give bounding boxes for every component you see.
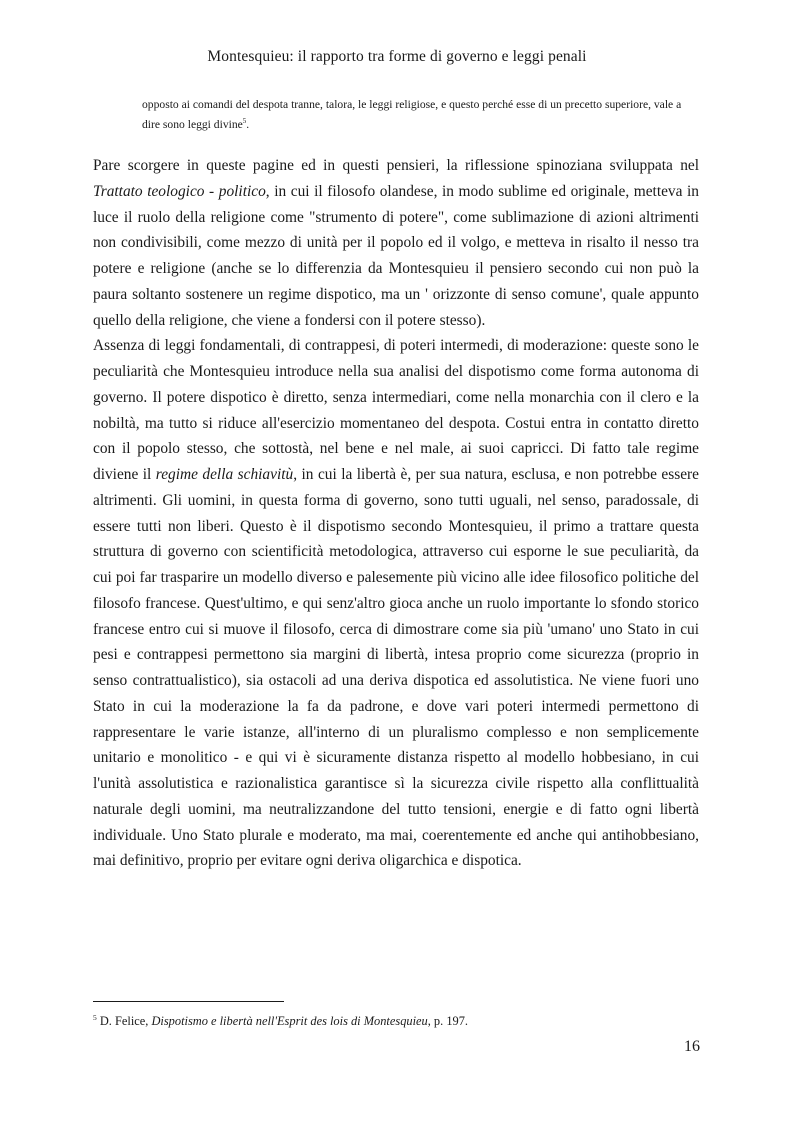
paragraph-2-text-b: , in cui la libertà è, per sua natura, esclusa, e non potrebbe essere altrimenti. Gli uomini, in questa forma di governo, sono tutti uguali, nel senso, paradossale, di essere tutti non liberi. Questo è il dispotismo secondo Montesquieu, il primo a trattare questa struttura di governo con scientificità metodologica, attraverso cui esporne le sue peculiarità, da cui poi far trasparire un modello diverso e palesemente più vicino alle idee filosofico politiche del filosofo francese. Quest'ultimo, e qui senz'altro gioca anche un ruolo importante lo sfondo storico francese entro cui si muove il filosofo, cerca di dimostrare come sia più 'umano' uno Stato in cui pesi e contrappesi permettono sia margini di libertà, intesa proprio come sicurezza (proprio in senso contrattualistico), sia ostacoli ad una deriva dispotica ed assolutistica. Ne viene fuori uno Stato in cui la moderazione la fa da padrone, e dove vari poteri intermedi permettono di rappresentare le varie istanze, all'interno di un pluralismo complesso e non semplicemente unitario e monolitico - e qui vi è sicuramente distanza rispetto al modello hobbesiano, in cui l'unità assolutistica e razionalistica garantisce sì la sicurezza civile rispetto alla conflittualità naturale degli uomini, ma neutralizzandone del tutto tensioni, energie e di fatto ogni libertà individuale. Uno Stato plurale e moderato, ma mai, coerentemente ed anche qui antihobbesiano, mai definitivo, proprio per evitare ogni deriva oligarchica e dispotica. [93,466,699,870]
running-header: Montesquieu: il rapporto tra forme di governo e leggi penali [207,48,587,65]
work-title-trattato: Trattato teologico - politico [93,182,266,200]
paragraph-1-text-b: , in cui il filosofo olandese, in modo sublime ed originale, metteva in luce il ruolo della religione come "strumento di potere", come sublimazione di azioni altrimenti non condivisibili, come mezzo di unità per il popolo ed il volgo, e metteva in risalto il nesso tra potere e religione (anche se lo differenzia da Montesquieu il pensiero secondo cui non può la paura soltanto sostenere un regime dispotico, ma un ' orizzonte di senso comune', quale appunto quello della religione, che viene a fondersi con il potere stesso). [93,182,700,329]
footnote-reference[interactable]: 5 [242,117,247,125]
body-text [93,153,699,874]
block-quote-text: opposto ai comandi del despota tranne, talora, le leggi religiose, e questo perché esse di un precetto superiore, vale a dire sono leggi divine [142,98,682,131]
block-quote-end: . [246,117,250,131]
footnote-author: D. Felice, [96,1014,152,1029]
footnote-marker: 5 [93,1013,97,1022]
paragraph-1-text-a: Pare scorgere in queste pagine ed in questi pensieri, la riflessione spinoziana sviluppata nel [93,157,699,174]
paragraph-2-text-a: Assenza di leggi fondamentali, di contrappesi, di poteri intermedi, di moderazione: queste sono le peculiarità che Montesquieu introduce nella sua analisi del dispotismo come forma autonoma di governo. Il potere dispotico è diretto, senza intermediari, come nella monarchia con il clero e la nobiltà, ma tutto si riduce all'esercizio momentaneo del despota. Costui entra in contatto diretto con il popolo stesso, che sottostà, nel bene e nel male, ai suoi capricci. Di fatto tale regime diviene il [93,337,699,483]
footnote-pages: , p. 197. [427,1014,469,1029]
paragraph-1 [93,153,699,333]
paragraph-2 [93,333,699,874]
footnote-divider [93,1001,284,1002]
emphasis-regime-schiavitu: regime della schiavitù [155,466,294,483]
footnote-title: Dispotismo e libertà nell'Esprit des lois di Montesquieu [151,1014,428,1029]
footnote [93,1013,699,1029]
page-number: 16 [684,1038,700,1055]
block-quote [142,96,682,133]
